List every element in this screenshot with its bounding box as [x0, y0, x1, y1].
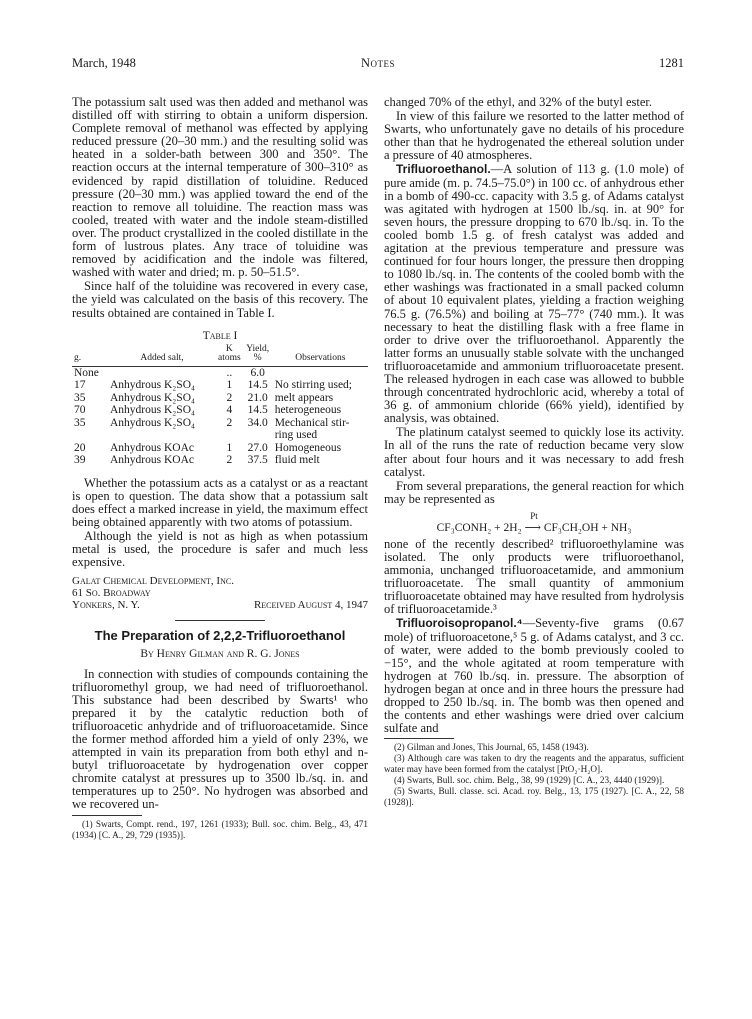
cell-grams: 35 [74, 391, 86, 404]
cell-salt: Anhydrous KOAc [110, 441, 195, 454]
col-header-g: g. [72, 345, 108, 367]
footnote-divider [384, 738, 454, 739]
left-column [72, 96, 368, 841]
table-body [72, 366, 368, 467]
affiliation-line: 61 So. Broadway [72, 587, 151, 600]
cell-salt: Anhydrous KOAc [110, 454, 195, 467]
footnote: (5) Swarts, Bull. classe. sci. Acad. roy. Belg., 13, 175 (1927). [C. A., 22, 58 (1928)]. [384, 786, 684, 808]
cell-k-atoms: 2 [226, 454, 233, 467]
cell-yield: 14.5 [247, 404, 268, 417]
paragraph-text: —A solution of 113 g. (1.0 mole) of pure amide (m. p. 74.5–75.0°) in 100 cc. of anhydrous ether in a bomb of 490-cc. capacity with 3.5 g. of Adams catalyst was agitated with hydrogen at 1500 lb./sq. in. at 90° for seven hours, the pressure dropping to 670 lb./sq. in. To the cooled bomb 1.5 g. of fresh catalyst was added and agitation at the previous temperature and pressure was continued for four hours longer, the pressure then dropping to 1080 lb./sq. in. The contents of the cooled bomb with the ether washings was fractionated in a small packed column of about 10 equivalent plates, yielding a fraction weighing 76.5 g. (76.5%) and boiling at 75–77° (740 mm.). It was necessary to heat the distilling flask with a free flame in order to drive over the trifluoroethanol. Apparently the latter forms an unusually stable solvate with the unchanged trifluoroacetamide and ammonium trifluoroacetate present. The released hydrogen in each case was allowed to bubble through concentrated hydrochloric acid, whereby a total of 36 g. of ammonium chloride (66% yield), identified by analysis, was obtained. [384, 162, 684, 426]
cell-salt: Anhydrous K₂SO₄ [110, 416, 196, 429]
cell-k-atoms: 2 [226, 391, 233, 404]
col-header-k: K atoms [216, 345, 243, 367]
table-row [72, 417, 368, 430]
catalyst-label: Pt [530, 510, 538, 521]
cell-salt: Anhydrous K₂SO₄ [110, 391, 196, 404]
affiliation-line: Yonkers, N. Y. [72, 599, 140, 612]
cell-yield: 21.0 [247, 391, 268, 404]
paragraph: none of the recently described² trifluoroethylamine was isolated. The only products were trifluoroethanol, ammonia, unchanged trifluoroacetamide, and ammonium trifluoroacetate. The small quantity of ammonium trifluoroacetate obtained may have resulted from hydrolysis of trifluoroacetamide.³ [384, 536, 684, 617]
cell-observations: No stirring used; [274, 379, 352, 392]
cell-salt [108, 429, 216, 442]
col-header-observations: Observations [273, 345, 368, 367]
cell-k-atoms: 4 [226, 404, 233, 417]
page-number: 1281 [659, 56, 684, 70]
cell-grams: 20 [74, 441, 86, 454]
cell-yield [243, 429, 273, 442]
cell-observations: Mechanical stir- [274, 416, 350, 429]
paragraph: changed 70% of the ethyl, and 32% of the butyl ester. [384, 95, 652, 109]
table-row [72, 379, 368, 392]
section-divider [175, 620, 265, 621]
section-title: Notes [360, 56, 396, 70]
table-title: Table I [202, 329, 238, 342]
cell-observations: Homogeneous [274, 441, 342, 454]
results-table [72, 345, 368, 467]
cell-salt: Anhydrous K₂SO₄ [110, 404, 196, 417]
cell-yield: 6.0 [250, 366, 265, 379]
cell-observations: fluid melt [274, 454, 320, 467]
reaction-equation [384, 510, 684, 534]
run-in-heading: Trifluoroisopropanol.⁴ [396, 616, 523, 631]
footnote: (1) Swarts, Compt. rend., 197, 1261 (1933); Bull. soc. chim. Belg., 43, 471 (1934) [C. A., 29, 729 (1935)]. [72, 818, 368, 840]
cell-yield: 27.0 [247, 441, 268, 454]
table-row [72, 404, 368, 417]
cell-grams: 39 [74, 454, 86, 467]
table-row [72, 442, 368, 455]
cell-yield: 37.5 [247, 454, 268, 467]
footnote-divider [72, 815, 142, 816]
cell-yield: 34.0 [247, 416, 268, 429]
paragraph: In connection with studies of compounds containing the trifluoromethyl group, we had need of trifluoroethanol. This substance had been described by Swarts¹ who prepared it by the catalytic reduction both of trifluoroacetic anhydride and of trifluoroacetamide. Since the former method afforded him a yield of only 23%, we attempted in vain its preparation from both ethyl and n-butyl trifluoroacetate by hydrogenation over copper chromite catalyst at pressures up to 3500 lb./sq. in. and temperatures up to 250°. No hydrogen was absorbed and we recovered un- [72, 666, 368, 812]
paragraph-text: —Seventy-five grams (0.67 mole) of trifluoroacetone,⁵ 5 g. of Adams catalyst, and 3 cc. of water, were added to the bomb previously cooled to −15°, and the whole agitated at room temperature with hydrogen at 760 lb./sq. in. pressure. The absorption of hydrogen began at once and in three hours the pressure had dropped to 250 lb./sq. in. The bomb was then opened and the contents and ether washings were dried over calcium sulfate and [384, 616, 684, 736]
cell-k-atoms: 1 [226, 441, 233, 454]
cell-grams: 17 [74, 379, 86, 392]
table-header-row [72, 345, 368, 367]
footnote: (4) Swarts, Bull. soc. chim. Belg., 38, 99 (1929) [C. A., 23, 4440 (1929)]. [394, 775, 665, 786]
cell-salt [108, 366, 216, 379]
page-header [72, 56, 684, 76]
footnote: (2) Gilman and Jones, This Journal, 65, 1458 (1943). [394, 742, 589, 753]
affiliation-line: Galat Chemical Development, Inc. [72, 575, 234, 588]
footnote: (3) Although care was taken to dry the reagents and the apparatus, sufficient water may have been formed from the catalyst [PtO₂·H₂O]. [384, 753, 684, 775]
cell-observations: ring used [274, 429, 318, 442]
table-row [72, 392, 368, 405]
affiliation [72, 575, 368, 611]
cell-k-atoms: 2 [226, 416, 233, 429]
cell-grams [72, 429, 108, 442]
cell-grams: 35 [74, 416, 86, 429]
cell-salt: Anhydrous K₂SO₄ [110, 379, 196, 392]
cell-k-atoms: 1 [226, 379, 233, 392]
paragraph: The platinum catalyst seemed to quickly lose its activity. In all of the runs the rate of reduction became very slow after about four hours and it was necessary to add fresh catalyst. [384, 425, 684, 479]
cell-observations [273, 366, 368, 379]
cell-grams: None [74, 366, 99, 379]
article-title: The Preparation of 2,2,2-Trifluoroethanol [94, 628, 346, 644]
received-date: Received August 4, 1947 [253, 599, 368, 612]
paragraph [384, 163, 684, 425]
paragraph: Whether the potassium acts as a catalyst or as a reactant is open to question. The data show that a potassium salt does effect a marked increase in yield, the maximum effect being obtained apparently with two atoms of potassium. [72, 475, 368, 529]
cell-k-atoms [216, 429, 243, 442]
paragraph: In view of this failure we resorted to the latter method of Swarts, who unfortunately gave no details of his procedure other than that he hydrogenated the ethereal solution under a pressure of 40 atmospheres. [384, 109, 684, 163]
table-row [72, 429, 368, 442]
author-byline: By Henry Gilman and R. G. Jones [140, 648, 300, 661]
paragraph: Since half of the toluidine was recovered in every case, the yield was calculated on the basis of this recovery. The results obtained are contained in Table I. [72, 279, 368, 320]
cell-observations: melt appears [274, 391, 334, 404]
equation-text: CF₃CONH₂ + 2H₂ ⟶ CF₃CH₂OH + NH₃ [436, 521, 632, 534]
table-row [72, 454, 368, 467]
col-header-salt: Added salt, [108, 345, 216, 367]
paragraph [384, 617, 684, 735]
paragraph: Although the yield is not as high as when potassium metal is used, the procedure is safer and much less expensive. [72, 529, 368, 570]
cell-observations: heterogeneous [274, 404, 342, 417]
cell-k-atoms: .. [226, 366, 233, 379]
paragraph: From several preparations, the general reaction for which may be represented as [384, 478, 684, 506]
issue-date: March, 1948 [72, 56, 136, 70]
table-row [72, 366, 368, 379]
col-header-yield: Yield, % [243, 345, 273, 367]
run-in-heading: Trifluoroethanol. [396, 162, 491, 177]
right-column [384, 96, 684, 808]
paragraph: The potassium salt used was then added and methanol was distilled off with stirring to obtain a uniform dispersion. Complete removal of methanol was effected by applying reduced pressure (20–30 mm.) and the resulting solid was heated in a solder-bath between 300 and 350°. The reaction occurs at the internal temperature of 300–310° as evidenced by rapid distillation of toluidine. Reduced pressure (20–30 mm.) was applied toward the end of the reaction to remove all toluidine. The reaction mass was cooled, treated with water and the indole steam-distilled over. The product crystallized in the cooled distillate in the form of lustrous plates. Any trace of toluidine was removed by acidification and the indole was filtered, washed with water and dried; m. p. 50–51.5°. [72, 95, 368, 280]
cell-grams: 70 [74, 404, 86, 417]
cell-yield: 14.5 [247, 379, 268, 392]
